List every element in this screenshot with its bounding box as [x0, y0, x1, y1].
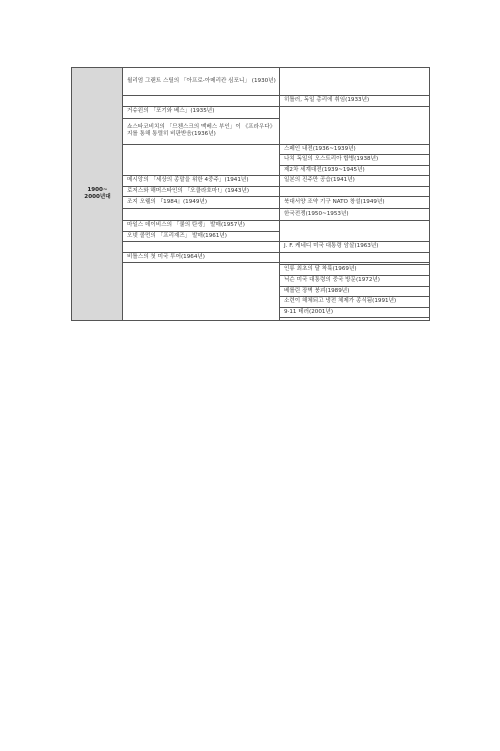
- world-event-8: J. F. 케네디 미국 대통령 암살(1963년): [280, 242, 430, 253]
- music-event-3: 쇼스타코비치의 「므첸스크의 맥베스 부인」이 《프라우다》지를 통해 통렬히 비판받음(1936년): [123, 118, 280, 144]
- era-cell: [72, 68, 123, 321]
- empty-cell: [123, 242, 280, 253]
- timeline-table: [71, 67, 430, 321]
- empty-cell: [280, 186, 430, 197]
- world-event-3: 나치 독일의 오스트리아 합병(1938년): [280, 155, 430, 166]
- world-event-6: 북대서양 조약 기구 NATO 창설(1949년): [280, 197, 430, 209]
- world-event-9: 인류 최초의 달 착륙(1969년): [280, 265, 430, 276]
- empty-cell: [123, 144, 280, 176]
- era-line1: 1900~: [87, 186, 108, 193]
- music-event-4: 메시앙의 「세상의 종말을 위한 4중주」(1941년): [123, 176, 280, 187]
- era-line2: 2000년대: [84, 194, 111, 201]
- music-event-7: 마일스 데이비스의 「쿨의 탄생」 발매(1957년): [123, 221, 280, 232]
- music-event-6: 조지 오웰의 『1984』(1949년): [123, 197, 280, 209]
- empty-cell: [123, 96, 280, 107]
- world-event-5: 일본의 진주만 공습(1941년): [280, 176, 430, 187]
- music-event-5: 로저스와 해머스타인의 「오클라호마!」(1943년): [123, 186, 280, 197]
- world-event-10: 닉슨 미국 대통령의 중국 방문(1972년): [280, 276, 430, 287]
- world-event-12: 소련이 해체되고 냉전 체제가 종식됨(1991년): [280, 297, 430, 308]
- empty-cell: [123, 209, 280, 221]
- music-event-8: 오넷 콜먼의 「프리재즈」 발매(1961년): [123, 231, 280, 242]
- empty-cell: [123, 263, 280, 321]
- world-event-11: 베를린 장벽 붕괴(1989년): [280, 286, 430, 297]
- world-event-4: 제2차 세계대전(1939~1945년): [280, 165, 430, 176]
- empty-cell: [280, 318, 430, 321]
- world-event-13: 9·11 테러(2001년): [280, 307, 430, 318]
- empty-cell: [280, 221, 430, 242]
- music-event-1: 윌리엄 그랜트 스틸의 「아프로-아메리칸 심포니」 (1930년): [123, 68, 280, 96]
- world-event-7: 한국전쟁(1950~1953년): [280, 209, 430, 221]
- empty-cell: [280, 106, 430, 144]
- music-event-2: 거슈윈의 「포기와 베스」(1935년): [123, 106, 280, 118]
- empty-cell: [280, 252, 430, 263]
- music-event-9: 비틀스의 첫 미국 투어(1964년): [123, 252, 280, 263]
- empty-cell: [280, 68, 430, 96]
- world-event-2: 스페인 내전(1936~1939년): [280, 144, 430, 155]
- world-event-1: 히틀러, 독일 총리에 취임(1933년): [280, 96, 430, 107]
